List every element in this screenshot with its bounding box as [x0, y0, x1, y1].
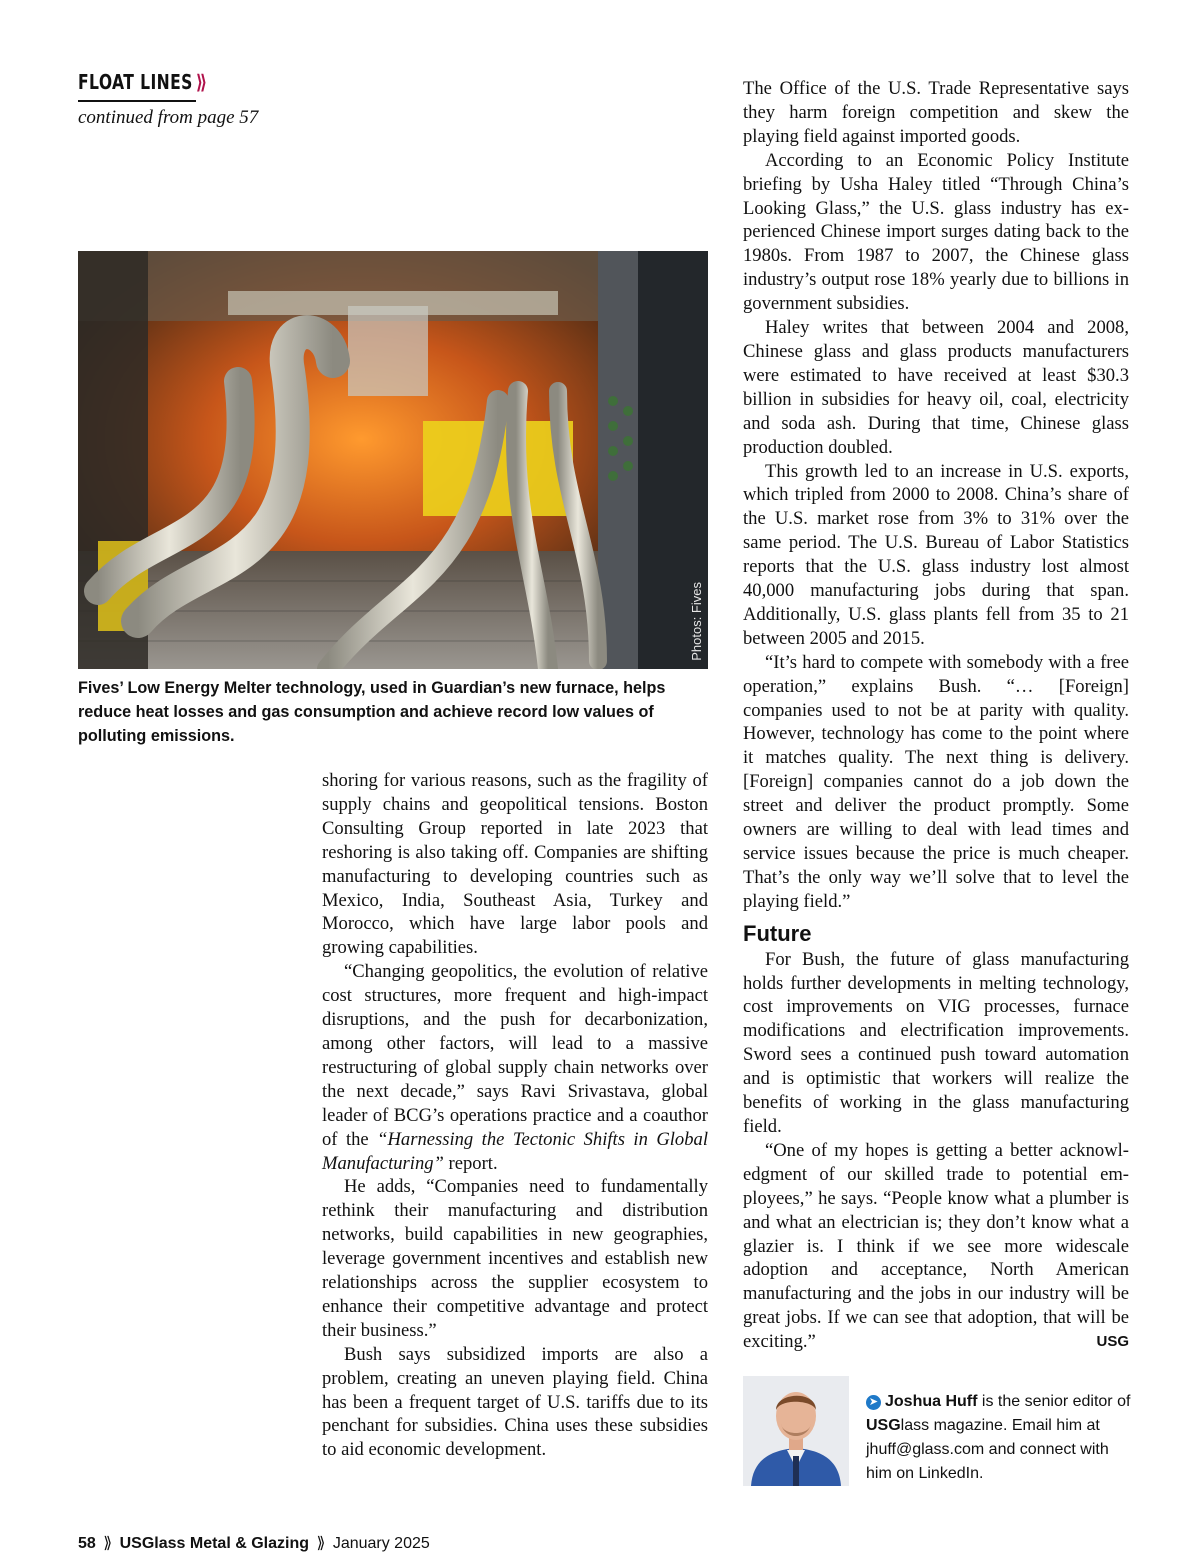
paragraph: “Changing geopolitics, the evolution of relative cost structures, more frequent and high-impact disruptions, and the push for decarbonization, among other factors, will lead to a massive restructuring of global supply chain networks over the next decade,” says Ravi Srivastava, global leader of BCG’s operations practice and a coauthor of the “Harnessing the Tectonic Shifts in Global Manufacturing” report.	[322, 961, 708, 1174]
subheading: Future	[743, 920, 812, 946]
chevron-icon: ⟫	[195, 70, 208, 94]
continued-note: continued from page 57	[78, 107, 259, 128]
page-footer	[78, 1533, 430, 1553]
issue-date: January 2025	[332, 1535, 430, 1552]
author-headshot	[743, 1376, 849, 1486]
article-column-middle	[322, 769, 708, 1462]
photo-credit: Photos: Fives	[689, 582, 704, 661]
arrow-right-icon: ➤	[866, 1395, 881, 1410]
section-rule	[78, 100, 196, 102]
author-name: Joshua Huff	[885, 1393, 978, 1410]
publication-name: USGlass Metal & Glazing	[119, 1535, 309, 1552]
chevron-icon: ⟫	[103, 1535, 113, 1552]
section-label: FLOAT LINES ⟫	[78, 70, 208, 94]
paragraph: The Office of the U.S. Trade Representative says they harm foreign competition and skew the playing field against imported goods.	[743, 78, 1129, 147]
author-bio: ➤ Joshua Huff is the senior editor of USGlass magazine. Email him at jhuff@glass.com and connect with him on LinkedIn.	[866, 1393, 1131, 1482]
page-number: 58	[78, 1535, 96, 1552]
end-mark: USG	[1096, 1333, 1129, 1351]
paragraph: shoring for various reasons, such as the fragility of supply chains and geopolitical tensions. Boston Consulting Group reported in late 2023 that reshoring is also taking off. Companies are shifting manufacturing to developing countries such as Mexico, India, Southeast Asia, Turkey and Morocco, which have large labor pools and growing capabilities.	[322, 770, 708, 959]
report-title: “Harnessing the Tectonic Shifts in Global Manufacturing”	[322, 1128, 708, 1174]
paragraph: Bush says subsidized imports are also a problem, creating an uneven playing field. China has been a frequent target of U.S. tariffs due to its penchant for subsidies. China uses these subsidies to aid economic development.	[322, 1343, 708, 1461]
paragraph: For Bush, the future of glass manufacturing holds further developments in melting technology, cost improvements on VIG processes, furnace modifications and electrification improvements. Sword sees a continued push toward automation and is optimistic that workers will realize the benefits of working in the glass manufacturing field.	[743, 948, 1129, 1137]
paragraph: He adds, “Companies need to fundamentally rethink their manufacturing and distribution networks, build capabilities in new geographies, leverage government incentives and establish new relationships across the supplier ecosystem to enhance their competitive advantage and protect their business.”	[322, 1176, 708, 1341]
paragraph: This growth led to an increase in U.S. exports, which tripled from 2000 to 2008. China’s share of the U.S. market rose from 3% to 31% over the same period. The U.S. Bureau of Labor Statistics reports that the U.S. glass industry lost almost 40,000 manufacturing jobs during that span. Additionally, U.S. glass plants fell from 35 to 21 between 2005 and 2015.	[743, 460, 1129, 649]
paragraph: “One of my hopes is getting a better acknowledgment of our skilled trade to potential employees,” he says. “People know what a plumber is and what an electrician is; they don’t know what a glazier is. I think if we see more widescale adoption and acceptance, North American manufacturing and the jobs in our industry will be great jobs. If we can see that adoption, that will be exciting.” USG	[743, 1139, 1129, 1353]
chevron-icon: ⟫	[316, 1535, 326, 1552]
photo-caption: Fives’ Low Energy Melter technology, used in Guardian’s new furnace, helps reduce heat losses and gas consumption and achieve record low values of polluting emissions.	[78, 679, 666, 745]
paragraph: Haley writes that between 2004 and 2008, Chinese glass and glass products manufacturers were estimated to have received at least $30.3 billion in subsidies for heavy oil, coal, electricity and soda ash. During that time, Chinese glass production doubled.	[743, 317, 1129, 458]
furnace-photo	[78, 251, 708, 669]
section-header	[78, 70, 244, 94]
article-column-right	[743, 77, 1129, 1354]
paragraph: According to an Economic Policy Institute briefing by Usha Haley titled “Through China’s Looking Glass,” the U.S. glass industry has experienced Chinese import surges dating back to the 1980s. From 1987 to 2007, the Chinese glass industry’s output rose 18% yearly due to billions in government subsidies.	[743, 149, 1129, 315]
paragraph: “It’s hard to compete with somebody with a free operation,” explains Bush. “… [Foreign] companies used to not be at parity with quality. However, technology has come to the point where it matches quality. The next thing is delivery. [Foreign] companies cannot do a job down the street and deliver the product promptly. Some owners are willing to deal with lead times and service issues because the price is much cheaper. That’s the only way we’ll solve that to level the playing field.”	[743, 651, 1129, 912]
